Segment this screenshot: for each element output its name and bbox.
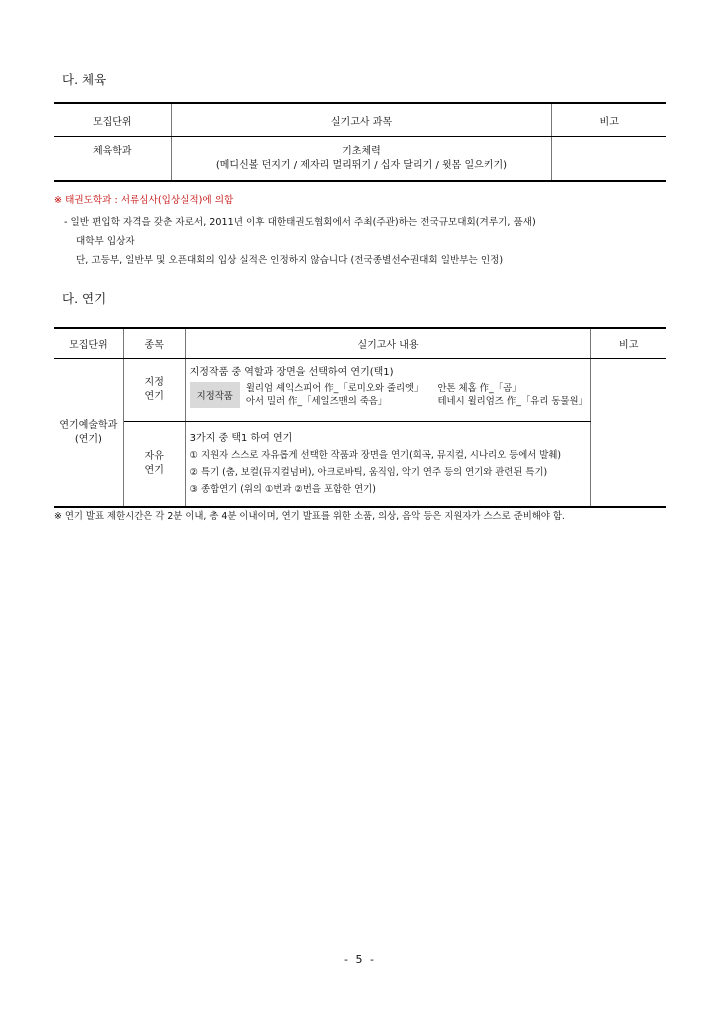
header-unit: 모집단위 [54,328,123,359]
works-right [437,382,587,408]
subject-detail: (메디신볼 던지기 / 제자리 멀리뛰기 / 십자 달리기 / 윗몸 일으키기) [215,159,508,171]
work-item: 안톤 체홉 作_「곰」 [437,383,522,394]
taekwondo-note-line1: - 일반 편입학 자격을 갖춘 자로서, 2011년 이후 대한태권도협회에서 주최(주관)하는 전국규모대회(겨루기, 품새) [64,217,536,228]
subject-title: 기초체력 [342,145,381,157]
cell-note [591,359,666,508]
taekwondo-note-title: ※ 태권도학과 : 서류심사(입상실적)에 의함 [54,195,234,206]
sports-exam-table [54,102,666,182]
section-heading-acting: 다. 연기 [62,291,107,306]
cell-note [552,137,666,182]
category-label-line1: 자유 [144,451,164,462]
header-note: 비고 [552,103,666,137]
category-label-line2: 연기 [144,391,164,402]
section-heading-sports: 다. 체육 [62,72,107,87]
header-content: 실기고사 내용 [185,328,591,359]
table-header-row [54,103,666,137]
taekwondo-note-line3: 단, 고등부, 일반부 및 오픈대회의 입상 실적은 인정하지 않습니다 (전국종별선수권대회 일반부는 인정) [76,255,504,266]
work-item: 테네시 윌리엄즈 作_「유리 동물원」 [437,396,588,407]
table-row-free [54,422,666,508]
page-number: - 5 - [344,953,376,966]
header-note: 비고 [591,328,666,359]
work-item: 아서 밀러 作_「세일즈맨의 죽음」 [245,396,388,407]
category-label-line1: 지정 [144,377,164,388]
cell-content-designated [185,359,591,422]
cell-category-designated [123,359,185,422]
cell-category-free [123,422,185,508]
table-row-designated [54,359,666,422]
cell-unit: 체육학과 [54,137,171,182]
works-left [246,382,424,408]
free-item: ② 특기 (춤, 보컬(뮤지컬넘버), 아크로바틱, 움직임, 악기 연주 등의 연기와 관련된 특기) [189,467,548,478]
header-unit: 모집단위 [54,103,171,137]
acting-exam-table [54,327,666,508]
category-label-line2: 연기 [144,465,164,476]
cell-subject [171,137,552,182]
acting-footnote: ※ 연기 발표 제한시간은 각 2분 이내, 총 4분 이내이며, 연기 발표를 위한 소품, 의상, 음악 등은 지원자가 스스로 준비해야 함. [54,511,565,522]
unit-sub: (연기) [74,433,102,445]
cell-unit [54,359,123,508]
table-header-row [54,328,666,359]
designated-title: 지정작품 중 역할과 장면을 선택하여 연기(택1) [189,367,394,378]
cell-content-free [185,422,591,508]
table-row [54,137,666,182]
header-subject: 실기고사 과목 [171,103,552,137]
work-item: 윌리엄 셰익스피어 作_「로미오와 줄리엣」 [245,383,424,394]
free-title: 3가지 중 택1 하여 연기 [189,433,293,444]
free-item: ③ 종합연기 (위의 ①번과 ②번을 포함한 연기) [189,484,376,495]
taekwondo-note-line2: 대학부 입상자 [76,236,135,247]
unit-name: 연기예술학과 [59,419,118,431]
header-category: 종목 [123,328,185,359]
free-item: ① 지원자 스스로 자유롭게 선택한 작품과 장면을 연기(희곡, 뮤지컬, 시나리오 등에서 발췌) [189,450,562,461]
designated-works-label: 지정작품 [190,382,240,408]
